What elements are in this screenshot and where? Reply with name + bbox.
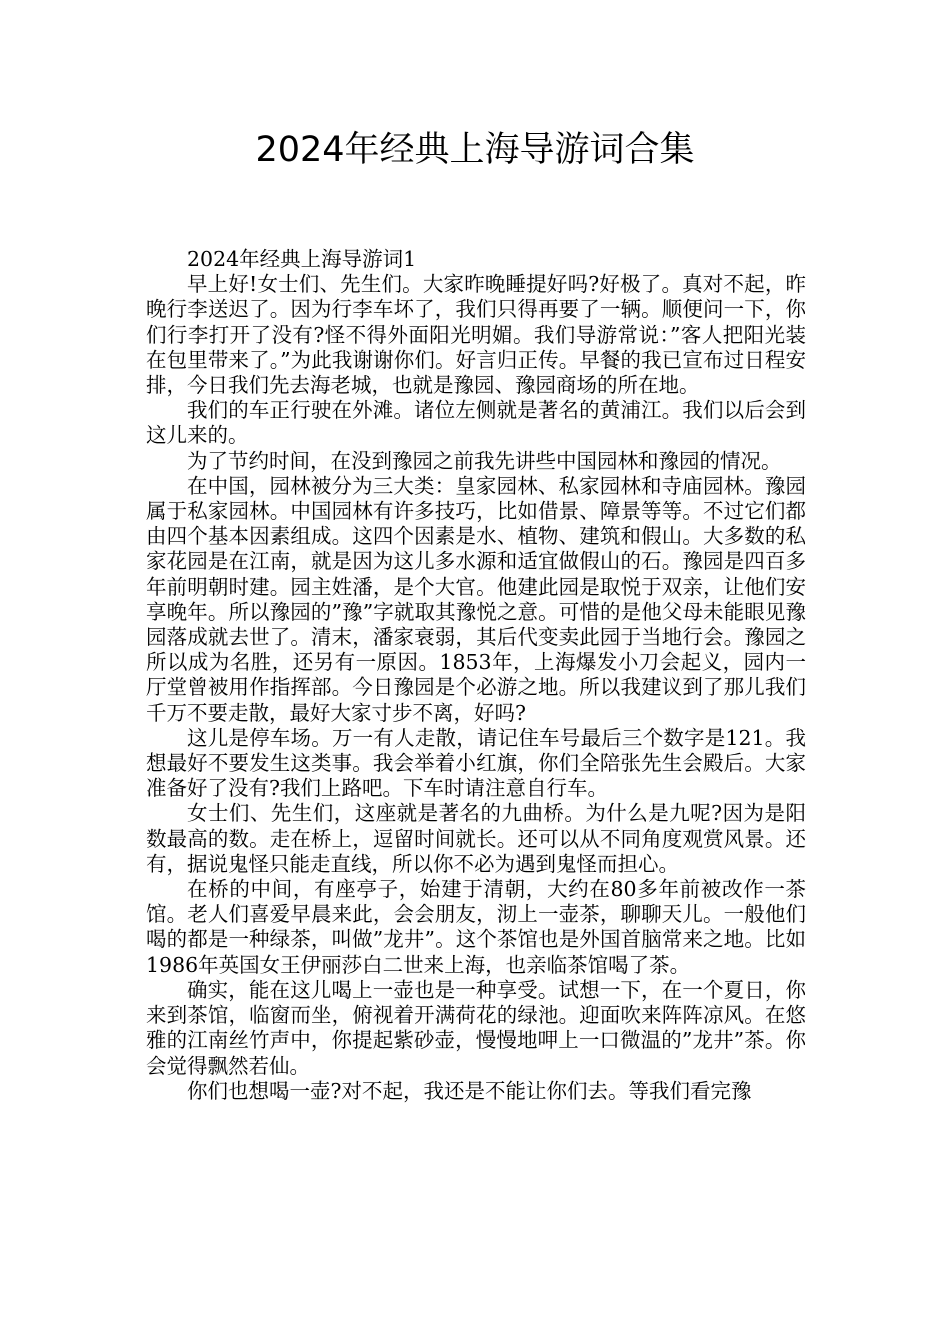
document-title: 2024年经典上海导游词合集 xyxy=(255,130,695,170)
paragraph: 你们也想喝一壶?对不起，我还是不能让你们去。等我们看完豫 xyxy=(187,1078,752,1103)
paragraph: 在中国，园林被分为三大类：皇家园林、私家园林和寺庙园林。豫园属于私家园林。中国园林有许多技巧，比如借景、障景等等。不过它们都由四个基本因素组成。这四个因素是水、植物、建筑和假山。大多数的私家花园是在江南，就是因为这儿多水源和适宜做假山的石。豫园是四百多年前明朝时建。园主姓潘，是个大官。他建此园是取悦于双亲，让他们安享晚年。所以豫园的”豫”字就取其豫悦之意。可惜的是他父母未能眼见豫园落成就去世了。清末，潘家衰弱，其后代变卖此园于当地行会。豫园之所以成为名胜，还另有一原因。1853年，上海爆发小刀会起义，园内一厅堂曾被用作指挥部。今日豫园是个必游之地。所以我建议到了那儿我们千万不要走散，最好大家寸步不离，好吗? xyxy=(146,473,806,725)
paragraph: 早上好!女士们、先生们。大家昨晚睡提好吗?好极了。真对不起，昨晚行李送迟了。因为行李车坏了，我们只得再要了一辆。顺便问一下，你们行李打开了没有?怪不得外面阳光明媚。我们导游常说：”客人把阳光装在包里带来了。”为此我谢谢你们。好言归正传。早餐的我已宣布过日程安排，今日我们先去海老城，也就是豫园、豫园商场的所在地。 xyxy=(146,272,806,398)
paragraph: 确实，能在这儿喝上一壶也是一种享受。试想一下，在一个夏日，你来到茶馆，临窗而坐，俯视着开满荷花的绿池。迎面吹来阵阵凉风。在悠雅的江南丝竹声中，你提起紫砂壶，慢慢地呷上一口微温的”龙井”茶。你会觉得飘然若仙。 xyxy=(146,977,806,1078)
document-body xyxy=(146,247,806,1104)
paragraph: 为了节约时间，在没到豫园之前我先讲些中国园林和豫园的情况。 xyxy=(187,448,782,473)
paragraph: 这儿是停车场。万一有人走散，请记住车号最后三个数字是121。我想最好不要发生这类事。我会举着小红旗，你们全陪张先生会殿后。大家准备好了没有?我们上路吧。下车时请注意自行车。 xyxy=(146,725,806,801)
paragraph: 女士们、先生们，这座就是著名的九曲桥。为什么是九呢?因为是阳数最高的数。走在桥上，逗留时间就长。还可以从不同角度观赏风景。还有，据说鬼怪只能走直线，所以你不必为遇到鬼怪而担心。 xyxy=(146,801,806,876)
paragraph: 我们的车正行驶在外滩。诸位左侧就是著名的黄浦江。我们以后会到这儿来的。 xyxy=(146,398,806,448)
paragraph: 在桥的中间，有座亭子，始建于清朝，大约在80多年前被改作一茶馆。老人们喜爱早晨来此，会会朋友，沏上一壶茶，聊聊天儿。一般他们喝的都是一种绿茶，叫做”龙井”。这个茶馆也是外国首脑常来之地。比如1986年英国女王伊丽莎白二世来上海，也亲临茶馆喝了茶。 xyxy=(146,877,806,977)
section-heading: 2024年经典上海导游词1 xyxy=(187,247,417,271)
